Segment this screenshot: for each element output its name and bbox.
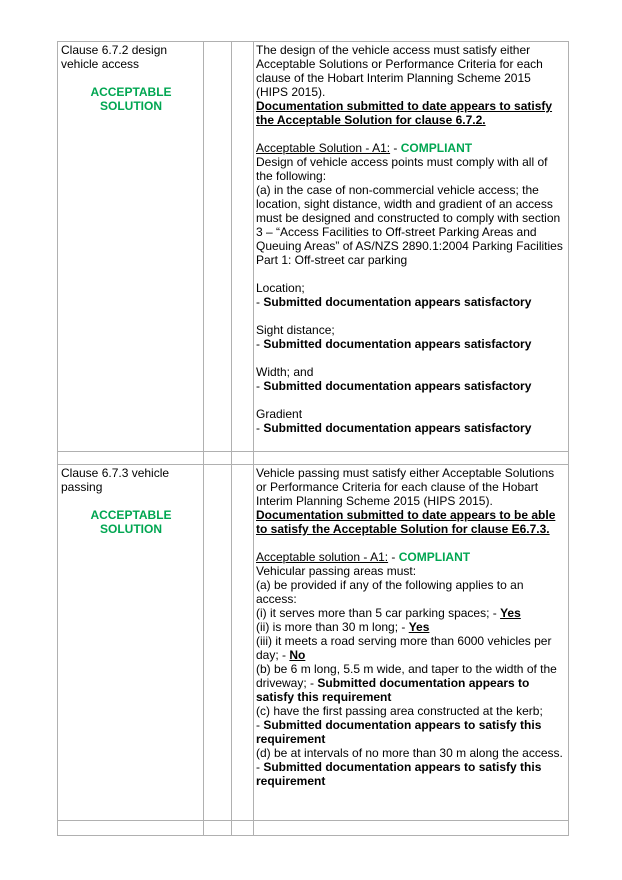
clause-cell [58,42,204,452]
intro-text: The design of the vehicle access must satisfy either Acceptable Solutions or Performance Criteria for each clause of the Hobart Interim Planning Scheme 2015 (HIPS 2015). [256,43,543,99]
compliant-badge: COMPLIANT [398,550,471,564]
requirement-item: (a) be provided if any of the following applies to an access: [256,578,524,606]
status-label: ACCEPTABLE SOLUTION [90,508,172,536]
check-label: Gradient [256,407,303,421]
answer: No [289,648,306,662]
table-row [58,42,569,452]
compliant-badge: COMPLIANT [400,141,473,155]
answer: Yes [408,620,430,634]
empty-cell [232,465,254,821]
intro-text: Vehicle passing must satisfy either Acceptable Solutions or Performance Criteria for each clause of the Hobart Interim Planning Scheme 2015 (HIPS 2015). [256,466,555,508]
empty-cell [204,465,232,821]
spacer-row [58,821,569,836]
summary-text: Documentation submitted to date appears to satisfy the Acceptable Solution for clause 6.7.2. [256,99,553,127]
sub-item: (ii) is more than 30 m long; - [256,620,409,634]
assessment-cell [254,465,569,821]
dash: - [256,337,264,351]
assessment-table [57,41,569,836]
sub-item: (iii) it meets a road serving more than 6000 vehicles per day; - [256,634,552,662]
sub-item: (i) it serves more than 5 car parking spaces; - [256,606,501,620]
empty-cell [232,42,254,452]
dash: - [256,718,264,732]
requirement-text: Vehicular passing areas must: [256,564,417,578]
check-label: Width; and [256,365,314,379]
requirement-item: (a) in the case of non-commercial vehicle access; the location, sight distance, width and gradient of an access must be designed and constructed to comply with section 3 – “Access Facilities to Off-street Parking Areas and Queuing Areas” of AS/NZS 2890.1:2004 Parking Facilities Part 1: Off-street car parking [256,183,563,267]
clause-title: Clause 6.7.2 design vehicle access [61,43,168,71]
separator: - [388,550,399,564]
requirement-item: (b) be 6 m long, 5.5 m wide, and taper to the width of the driveway; - [256,662,557,690]
assessment-cell [254,42,569,452]
requirement-item: (d) be at intervals of no more than 30 m along the access. - [256,746,563,774]
check-result: Submitted documentation appears satisfactory [263,421,532,435]
as-label: Acceptable Solution - A1: [256,141,391,155]
separator: - [390,141,401,155]
requirement-text: Design of vehicle access points must comply with all of the following: [256,155,548,183]
check-label: Location; [256,281,305,295]
check-label: Sight distance; [256,323,335,337]
status-label: ACCEPTABLE SOLUTION [90,85,172,113]
check-result: Submitted documentation appears to satisfy this requirement [256,760,542,788]
dash: - [256,421,264,435]
spacer-row [58,452,569,465]
summary-text: Documentation submitted to date appears to be able to satisfy the Acceptable Solution for clause E6.7.3. [256,508,556,536]
clause-title: Clause 6.7.3 vehicle passing [61,466,170,494]
dash: - [256,379,264,393]
table-row [58,465,569,821]
clause-cell [58,465,204,821]
as-label: Acceptable solution - A1: [256,550,389,564]
check-result: Submitted documentation appears satisfactory [263,337,532,351]
check-result: Submitted documentation appears to satisfy this requirement [256,676,530,704]
check-result: Submitted documentation appears satisfactory [263,295,532,309]
empty-cell [204,42,232,452]
dash: - [256,295,264,309]
check-result: Submitted documentation appears to satisfy this requirement [256,718,542,746]
check-result: Submitted documentation appears satisfactory [263,379,532,393]
requirement-item: (c) have the first passing area constructed at the kerb; [256,704,543,718]
answer: Yes [500,606,521,620]
